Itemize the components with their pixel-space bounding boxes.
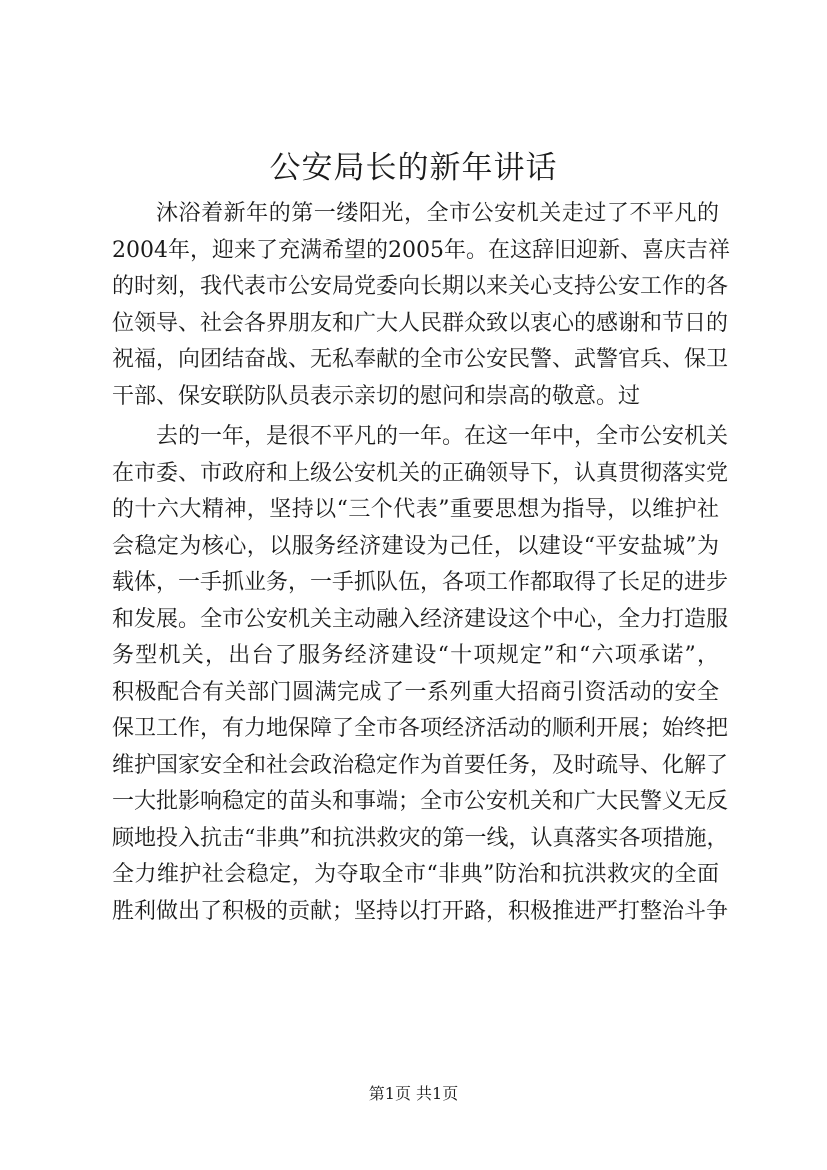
- paragraph-2-line-3: 的十六大精神，坚持以“三个代表”重要思想为指导，以维护社: [112, 497, 719, 522]
- document-body: [112, 196, 730, 930]
- paragraph-2-line-5: 载体，一手抓业务，一手抓队伍，各项工作都取得了长足的进步: [112, 570, 729, 595]
- paragraph-2-line-12: 顾地投入抗击“非典”和抗洪救灾的第一线，认真落实各项措施，: [112, 825, 729, 851]
- paragraph-2-line-11: 一大批影响稳定的苗头和事端；全市公安机关和广大民警义无反: [112, 789, 729, 814]
- paragraph-1-line-1: 沐浴着新年的第一缕阳光，全市公安机关走过了不平凡的: [156, 201, 719, 226]
- paragraph-2-line-14: 胜利做出了积极的贡献；坚持以打开路，积极推进严打整治斗争: [112, 898, 729, 924]
- paragraph-1-line-2: 2004年，迎来了充满希望的2005年。在这辞旧迎新、喜庆吉祥: [112, 237, 730, 263]
- paragraph-2-line-13: 全力维护社会稳定，为夺取全市“非典”防治和抗洪救灾的全面: [112, 862, 719, 887]
- page-number-footer: 第1页 共1页: [368, 1084, 459, 1103]
- paragraph-1-line-3: 的时刻，我代表市公安局党委向长期以来关心支持公安工作的各: [112, 274, 729, 299]
- paragraph-2-line-8: 积极配合有关部门圆满完成了一系列重大招商引资活动的安全: [112, 679, 719, 705]
- paragraph-2-line-10: 维护国家安全和社会政治稳定作为首要任务，及时疏导、化解了: [112, 752, 729, 778]
- paragraph-2-line-7: 务型机关，出台了服务经济建设“十项规定”和“六项承诺”，: [112, 643, 719, 668]
- paragraph-2-line-9: 保卫工作，有力地保障了全市各项经济活动的顺利开展；始终把: [112, 716, 729, 741]
- paragraph-2-line-4: 会稳定为核心，以服务经济建设为己任，以建设“平安盐城”为: [112, 533, 719, 559]
- paragraph-1-line-5: 祝福，向团结奋战、无私奉献的全市公安民警、武警官兵、保卫: [112, 347, 729, 372]
- paragraph-1-line-4: 位领导、社会各界朋友和广大人民群众致以衷心的感谢和节日的: [112, 310, 729, 336]
- paragraph-2-line-1: 去的一年，是很不平凡的一年。在这一年中，全市公安机关: [156, 424, 729, 449]
- document-title: 公安局长的新年讲话: [269, 150, 558, 186]
- paragraph-2-line-2: 在市委、市政府和上级公安机关的正确领导下，认真贯彻落实党: [112, 460, 729, 486]
- paragraph-2-line-6: 和发展。全市公安机关主动融入经济建设这个中心，全力打造服: [112, 606, 729, 632]
- paragraph-1-line-6: 干部、保安联防队员表示亲切的慰问和崇高的敬意。过: [112, 383, 641, 409]
